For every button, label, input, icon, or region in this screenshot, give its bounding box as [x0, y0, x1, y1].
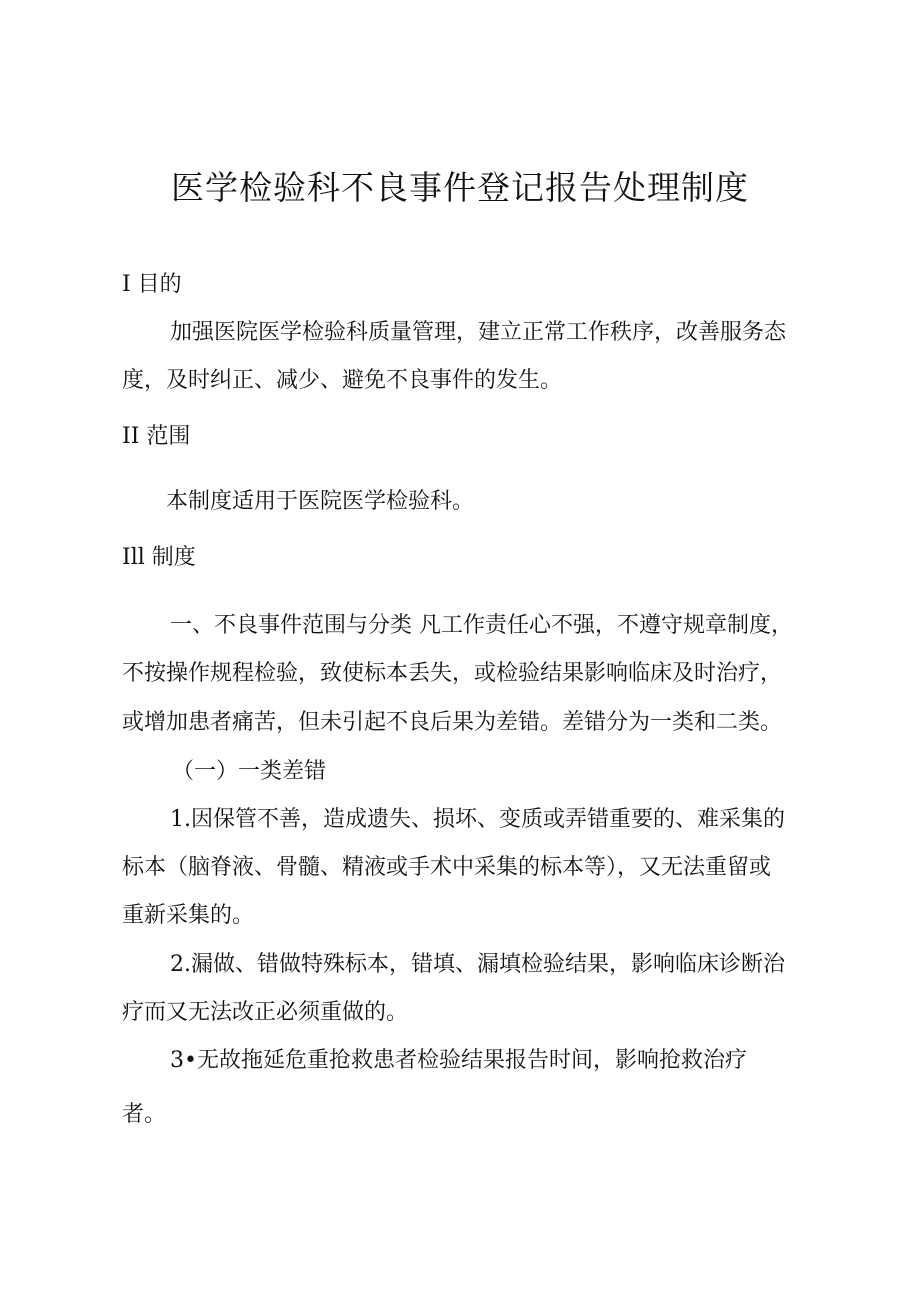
policy-intro-line: 一、不良事件范围与分类 凡工作责任心不强，不遵守规章制度，: [170, 613, 793, 638]
scope-paragraph-line: 本制度适用于医院医学检验科。: [166, 489, 475, 514]
list-item-line: 1.因保管不善，造成遗失、损坏、变质或弄错重要的、难采集的: [170, 807, 785, 832]
section-heading-policy: Ill 制度: [122, 545, 196, 570]
purpose-paragraph-line: 度，及时纠正、减少、避免不良事件的发生。: [122, 368, 563, 393]
list-item-line: 2.漏做、错做特殊标本，错填、漏填检验结果，影响临床诊断治: [170, 952, 785, 977]
subheading-class-one-errors: （一）一类差错: [172, 759, 327, 784]
purpose-paragraph-line: 加强医院医学检验科质量管理，建立正常工作秩序，改善服务态: [170, 320, 787, 345]
list-item-line: 疗而又无法改正必须重做的。: [122, 1000, 409, 1025]
list-item-line: 者。: [122, 1102, 167, 1127]
policy-intro-line: 不按操作规程检验，致使标本丢失，或检验结果影响临床及时治疗，: [122, 661, 783, 686]
section-heading-purpose: I 目的: [122, 272, 182, 297]
section-heading-scope: II 范围: [122, 424, 191, 449]
policy-intro-line: 或增加患者痛苦，但未引起不良后果为差错。差错分为一类和二类。: [122, 710, 783, 735]
list-item-line: 标本（脑脊液、骨髓、精液或手术中采集的标本等），又无法重留或: [122, 855, 772, 880]
list-item-line: 3•无故拖延危重抢救患者检验结果报告时间，影响抢救治疗: [170, 1048, 747, 1073]
document-title: 医学检验科不良事件登记报告处理制度: [171, 168, 749, 207]
list-item-line: 重新采集的。: [122, 903, 255, 928]
